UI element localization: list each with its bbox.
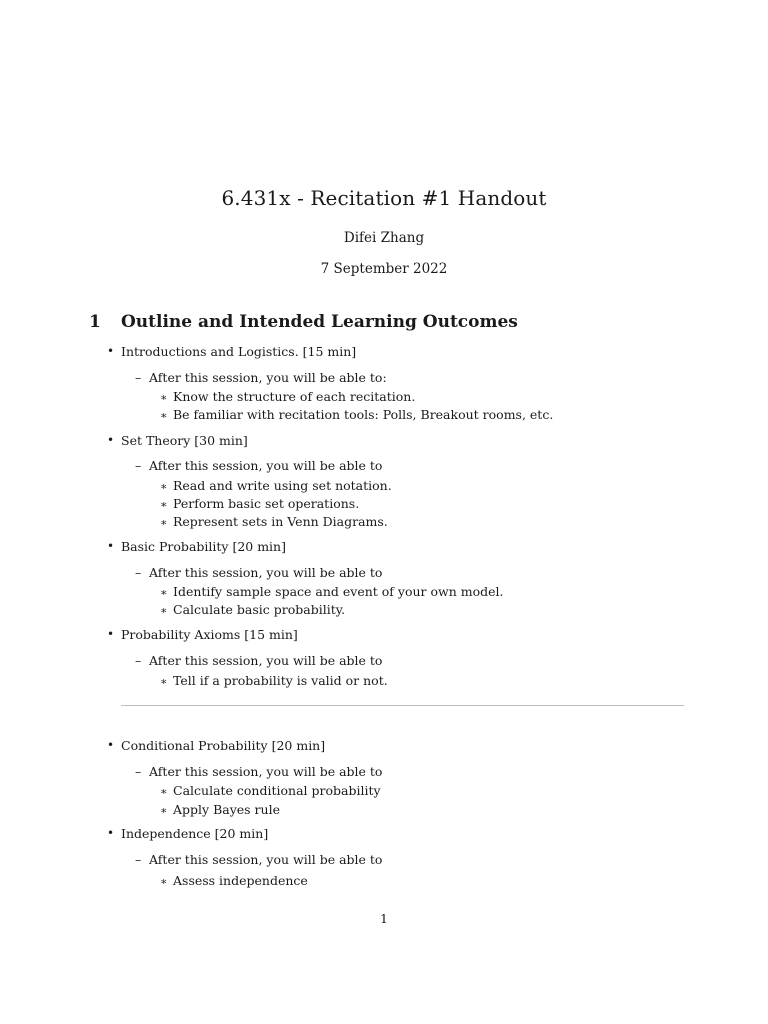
outcome-intro: After this session, you will be able to bbox=[149, 653, 383, 668]
dash-marker: – bbox=[135, 653, 142, 668]
page-number: 1 bbox=[380, 911, 388, 926]
star-marker: ∗ bbox=[160, 785, 168, 798]
outline-item-label: Set Theory [30 min] bbox=[121, 433, 248, 448]
document-author: Difei Zhang bbox=[343, 230, 425, 246]
section-number: 1 bbox=[89, 312, 101, 332]
outcome-item: Tell if a probability is valid or not. bbox=[173, 673, 388, 688]
outcome-item: Identify sample space and event of your own model. bbox=[173, 584, 504, 599]
star-marker: ∗ bbox=[160, 586, 168, 599]
bullet-marker: • bbox=[107, 738, 115, 752]
star-marker: ∗ bbox=[160, 391, 168, 404]
outcome-item: Be familiar with recitation tools: Polls, Breakout rooms, etc. bbox=[173, 407, 554, 422]
outline-item-label: Basic Probability [20 min] bbox=[121, 539, 286, 554]
outcome-item: Read and write using set notation. bbox=[173, 478, 392, 493]
star-marker: ∗ bbox=[160, 875, 168, 888]
star-marker: ∗ bbox=[160, 675, 168, 688]
dash-marker: – bbox=[135, 458, 142, 473]
dash-marker: – bbox=[135, 565, 142, 580]
outcome-item: Know the structure of each recitation. bbox=[173, 389, 416, 404]
dash-marker: – bbox=[135, 764, 142, 779]
outline-item-label: Probability Axioms [15 min] bbox=[121, 627, 298, 642]
outcome-intro: After this session, you will be able to bbox=[149, 852, 383, 867]
document-date: 7 September 2022 bbox=[320, 261, 448, 277]
document-title: 6.431x - Recitation #1 Handout bbox=[221, 186, 547, 210]
bullet-marker: • bbox=[107, 826, 115, 840]
outcome-intro: After this session, you will be able to bbox=[149, 565, 383, 580]
outline-item-intro: After this session, you will be able to: bbox=[149, 370, 387, 385]
outcome-item: Represent sets in Venn Diagrams. bbox=[173, 514, 388, 529]
outcome-item: Apply Bayes rule bbox=[173, 802, 280, 817]
bullet-marker: • bbox=[107, 433, 115, 447]
star-marker: ∗ bbox=[160, 480, 168, 493]
outcome-item: Assess independence bbox=[173, 873, 308, 888]
bullet-marker: • bbox=[107, 539, 115, 553]
star-marker: ∗ bbox=[160, 409, 168, 422]
outline-item-label: Independence [20 min] bbox=[121, 826, 269, 841]
dash-marker: – bbox=[135, 370, 142, 385]
section-title: Outline and Intended Learning Outcomes bbox=[121, 312, 518, 332]
star-marker: ∗ bbox=[160, 516, 168, 529]
star-marker: ∗ bbox=[160, 604, 168, 617]
outcome-item: Perform basic set operations. bbox=[173, 496, 360, 511]
bullet-marker: • bbox=[107, 627, 115, 641]
horizontal-divider bbox=[121, 705, 684, 706]
bullet-marker: • bbox=[107, 344, 115, 358]
star-marker: ∗ bbox=[160, 804, 168, 817]
outcome-item: Calculate basic probability. bbox=[173, 602, 346, 617]
outcome-intro: After this session, you will be able to bbox=[149, 458, 383, 473]
outcome-item: Calculate conditional probability bbox=[173, 783, 381, 798]
outline-item-label: Introductions and Logistics. [15 min] bbox=[121, 344, 357, 359]
star-marker: ∗ bbox=[160, 498, 168, 511]
dash-marker: – bbox=[135, 852, 142, 867]
outcome-intro: After this session, you will be able to bbox=[149, 764, 383, 779]
outline-item-label: Conditional Probability [20 min] bbox=[121, 738, 326, 753]
